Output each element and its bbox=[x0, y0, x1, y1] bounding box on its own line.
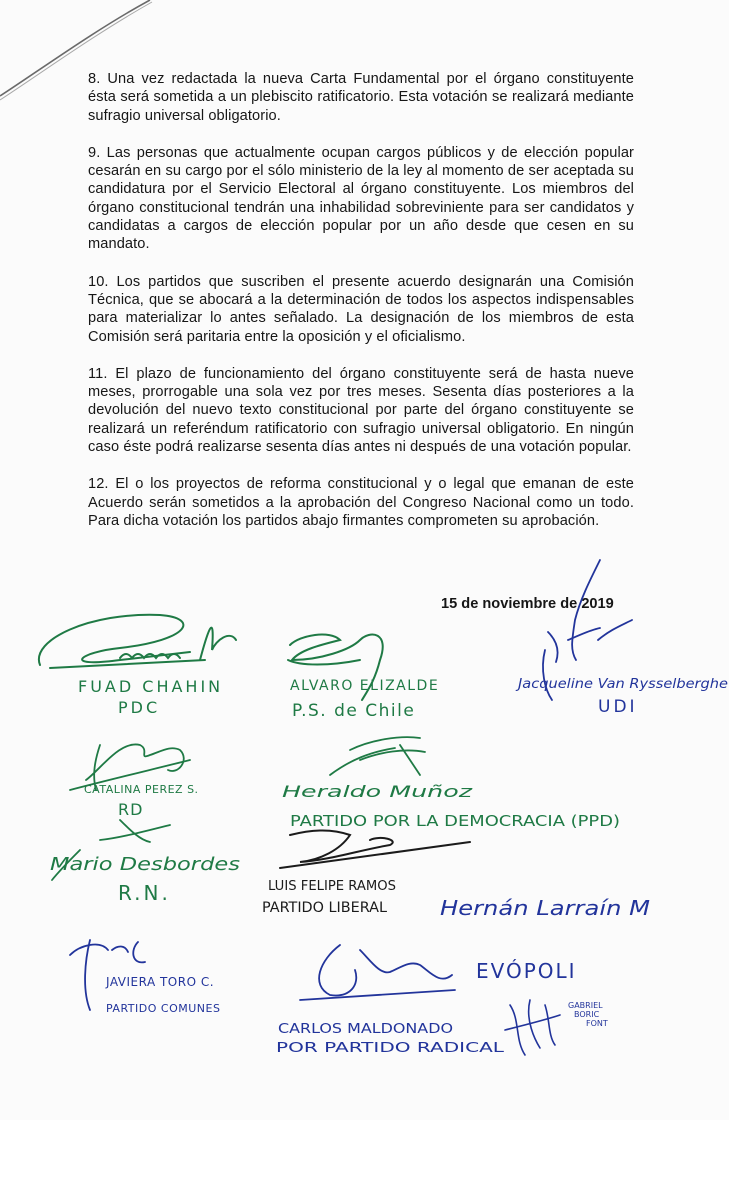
catalina-party: RD bbox=[118, 800, 144, 819]
luis-name: LUIS FELIPE RAMOS bbox=[268, 879, 396, 894]
gabriel-line2: BORIC bbox=[574, 1010, 600, 1019]
fuad-name: FUAD CHAHIN bbox=[78, 677, 224, 696]
page-margin bbox=[0, 1120, 729, 1200]
signature-luis-felipe-ramos bbox=[280, 830, 470, 868]
paragraph-9: 9. Las personas que actualmente ocupan cargos públicos y de elección popular cesarán en su cargo por el sólo ministerio de la ley al momento de ser aceptada su candidatura por el Servicio Electoral al órgano constituyente. Los miembros del órgano constitucional tendrán una inhabilidad sobreviniente para ser candidatos y candidatas a cargos de elección popular por un año desde que cesen en su mandato. bbox=[88, 144, 634, 253]
alvaro-name: ALVARO ELIZALDE bbox=[290, 678, 440, 694]
catalina-name: CATALINA PEREZ S. bbox=[84, 783, 199, 796]
carlos-name: CARLOS MALDONADO bbox=[278, 1022, 453, 1037]
javiera-party: PARTIDO COMUNES bbox=[106, 1002, 221, 1015]
jacqueline-name: Jacqueline Van Rysselberghe bbox=[514, 677, 728, 692]
signing-date: 15 de noviembre de 2019 bbox=[441, 596, 614, 612]
signature-heraldo-munoz bbox=[330, 737, 425, 775]
gabriel-line1: GABRIEL bbox=[568, 1001, 603, 1010]
alvaro-party: P.S. de Chile bbox=[292, 701, 416, 721]
gabriel-line3: FONT bbox=[586, 1019, 608, 1028]
javiera-name: JAVIERA TORO C. bbox=[106, 975, 215, 989]
luis-party: PARTIDO LIBERAL bbox=[262, 900, 388, 916]
carlos-party: POR PARTIDO RADICAL bbox=[276, 1041, 506, 1056]
signature-fuad-chahin bbox=[39, 615, 236, 668]
heraldo-party: PARTIDO POR LA DEMOCRACIA (PPD) bbox=[290, 812, 620, 830]
heraldo-name: Heraldo Muñoz bbox=[282, 782, 473, 801]
evopoli-party: EVÓPOLI bbox=[476, 959, 577, 983]
signature-carlos-maldonado bbox=[300, 945, 455, 1000]
paragraph-12: 12. El o los proyectos de reforma constitucional y o legal que emanan de este Acuerdo serán sometidos a la aprobación del Congreso Nacional como un todo. Para dicha votación los partidos abajo firmantes comprometen su aprobación. bbox=[88, 476, 634, 529]
jacqueline-party: UDI bbox=[598, 697, 638, 717]
paragraph-8: 8. Una vez redactada la nueva Carta Fundamental por el órgano constituyente ésta será sometida a un plebiscito ratificatorio. Esta votación se realizará mediante sufragio universal obligatorio. bbox=[88, 71, 634, 124]
paragraph-11: 11. El plazo de funcionamiento del órgano constituyente será de hasta nueve meses, prorrogable una sola vez por tres meses. Sesenta días posteriores a la devolución del nuevo texto constitucional por parte del órgano constituyente se realizará un referéndum ratificatorio con sufragio universal obligatorio. En ningún caso éste podrá realizarse sesenta días antes ni después de una votación popular. bbox=[88, 365, 634, 456]
hernan-name: Hernán Larraín M bbox=[440, 896, 650, 920]
paragraph-10: 10. Los partidos que suscriben el presente acuerdo designarán una Comisión Técnica, que se abocará a la determinación de todos los aspectos indispensables para materializar lo antes señalado. La designación de los miembros de esta Comisión será paritaria entre la oposición y el oficialismo. bbox=[88, 273, 634, 345]
fuad-party: PDC bbox=[118, 698, 161, 717]
mario-name: Mario Desbordes bbox=[50, 854, 240, 875]
mario-party: R.N. bbox=[118, 881, 171, 905]
signature-gabriel-boric bbox=[505, 1000, 560, 1055]
